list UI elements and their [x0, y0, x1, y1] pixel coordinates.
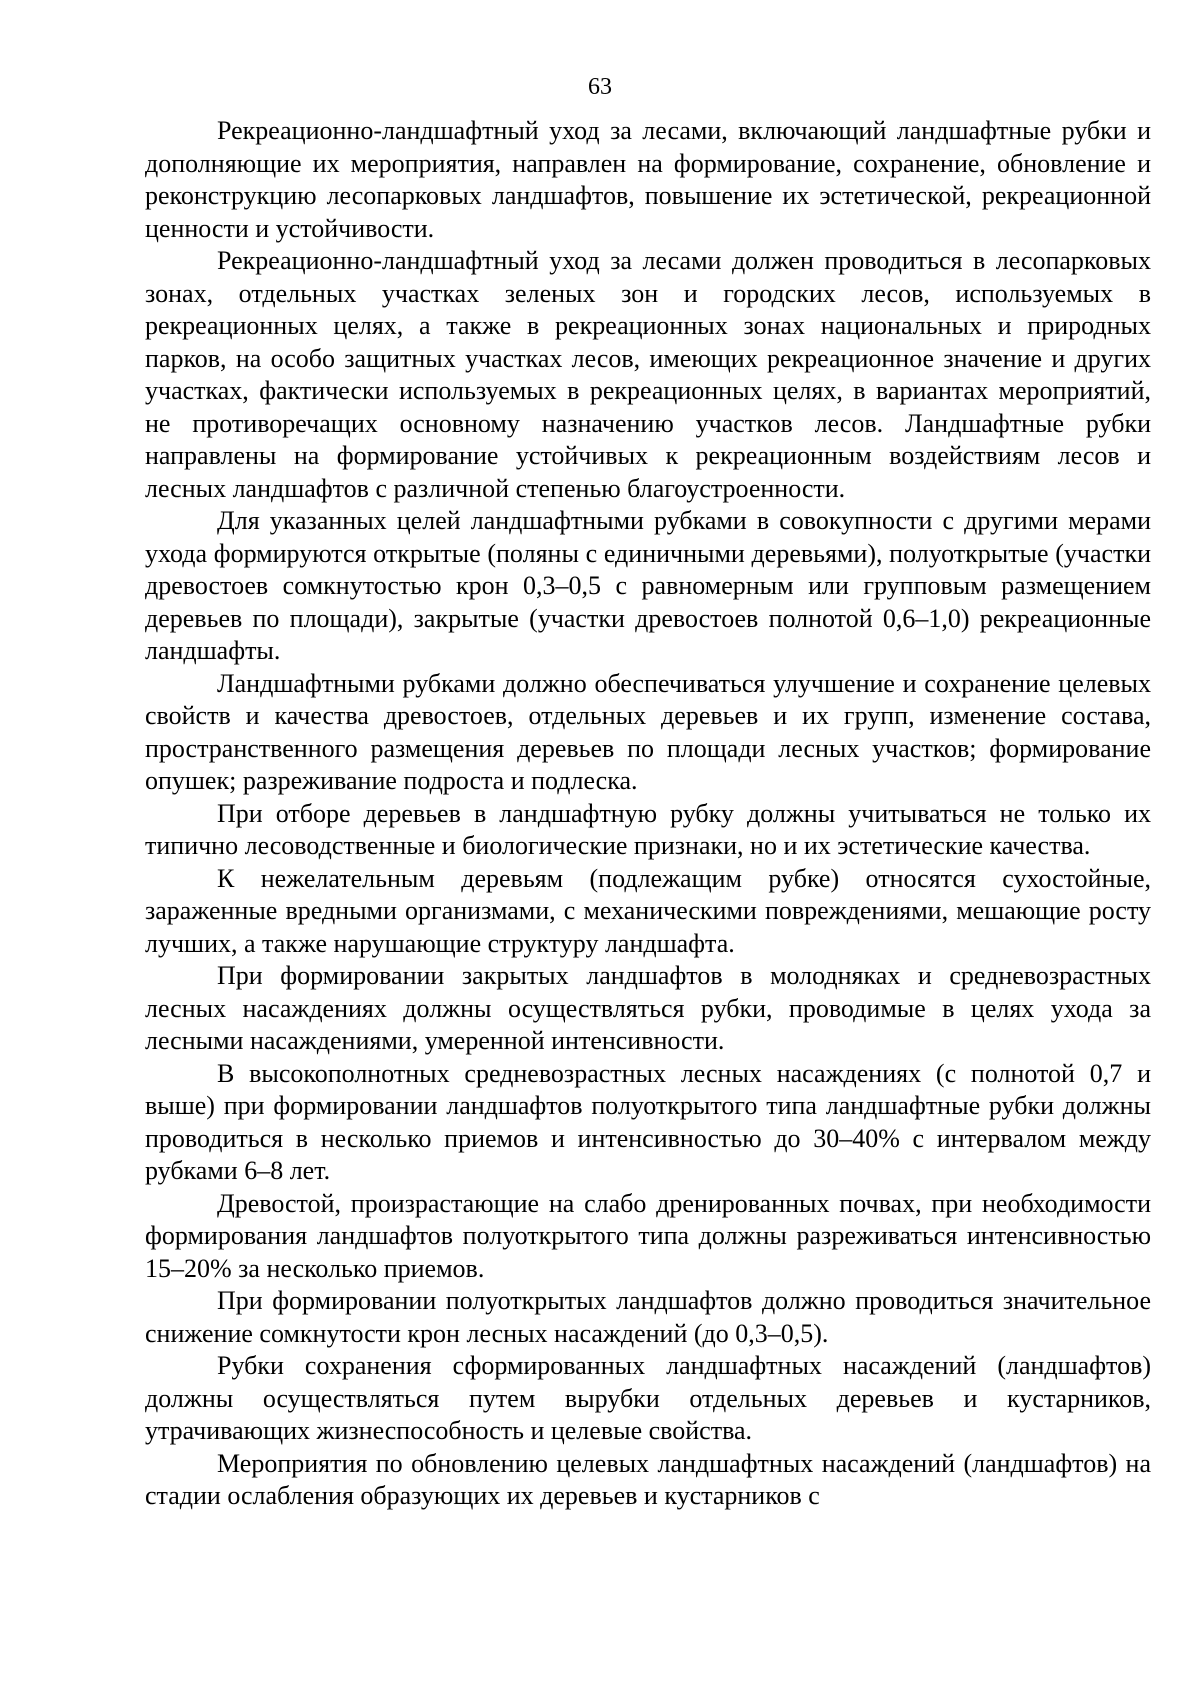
paragraph: К нежелательным деревьям (подлежащим рубке) относятся сухостойные, зараженные вредными организмами, с механическими повреждениями, мешающие росту лучших, а также нарушающие структуру ландшафта.: [145, 863, 1151, 958]
page-number: 63: [588, 74, 612, 100]
paragraph: Рубки сохранения сформированных ландшафтных насаждений (ландшафтов) должны осуществляться путем вырубки отдельных деревьев и кустарников, утрачивающих жизнеспособность и целевые свойства.: [145, 1351, 1151, 1445]
paragraph: При формировании полуоткрытых ландшафтов должно проводиться значительное снижение сомкнутости крон лесных насаждений (до 0,3–0,5).: [145, 1286, 1151, 1348]
body-text: [145, 115, 1151, 1513]
paragraph: Мероприятия по обновлению целевых ландшафтных насаждений (ландшафтов) на стадии ослабления образующих их деревьев и кустарников с: [145, 1448, 1151, 1510]
paragraph: В высокополнотных средневозрастных лесных насаждениях (с полнотой 0,7 и выше) при формировании ландшафтов полуоткрытого типа ландшафтные рубки должны проводиться в несколько приемов и интенсивностью до 30–40% с интервалом между рубками 6–8 лет.: [145, 1058, 1151, 1185]
paragraph: При отборе деревьев в ландшафтную рубку должны учитываться не только их типично лесоводственные и биологические признаки, но и их эстетические качества.: [145, 798, 1151, 860]
paragraph: При формировании закрытых ландшафтов в молодняках и средневозрастных лесных насаждениях должны осуществляться рубки, проводимые в целях ухода за лесными насаждениями, умеренной интенсивности.: [145, 961, 1151, 1055]
paragraph: Для указанных целей ландшафтными рубками в совокупности с другими мерами ухода формируются открытые (поляны с единичными деревьями), полуоткрытые (участки древостоев сомкнутостью крон 0,3–0,5 с равномерным или групповым размещением деревьев по площади), закрытые (участки древостоев полнотой 0,6–1,0) рекреационные ландшафты.: [145, 506, 1151, 665]
paragraph: Рекреационно-ландшафтный уход за лесами должен проводиться в лесопарковых зонах, отдельных участках зеленых зон и городских лесов, используемых в рекреационных целях, а также в рекреационных зонах национальных и природных парков, на особо защитных участках лесов, имеющих рекреационное значение и других участках, фактически используемых в рекреационных целях, в вариантах мероприятий, не противоречащих основному назначению участков лесов. Ландшафтные рубки направлены на формирование устойчивых к рекреационным воздействиям лесов и лесных ландшафтов с различной степенью благоустроенности.: [145, 246, 1151, 503]
paragraph: Ландшафтными рубками должно обеспечиваться улучшение и сохранение целевых свойств и качества древостоев, отдельных деревьев и их групп, изменение состава, пространственного размещения деревьев по площади лесных участков; формирование опушек; разреживание подроста и подлеска.: [145, 668, 1151, 795]
paragraph: Древостой, произрастающие на слабо дренированных почвах, при необходимости формирования ландшафтов полуоткрытого типа должны разреживаться интенсивностью 15–20% за несколько приемов.: [145, 1188, 1151, 1283]
paragraph: Рекреационно-ландшафтный уход за лесами, включающий ландшафтные рубки и дополняющие их мероприятия, направлен на формирование, сохранение, обновление и реконструкцию лесопарковых ландшафтов, повышение их эстетической, рекреационной ценности и устойчивости.: [145, 116, 1151, 243]
